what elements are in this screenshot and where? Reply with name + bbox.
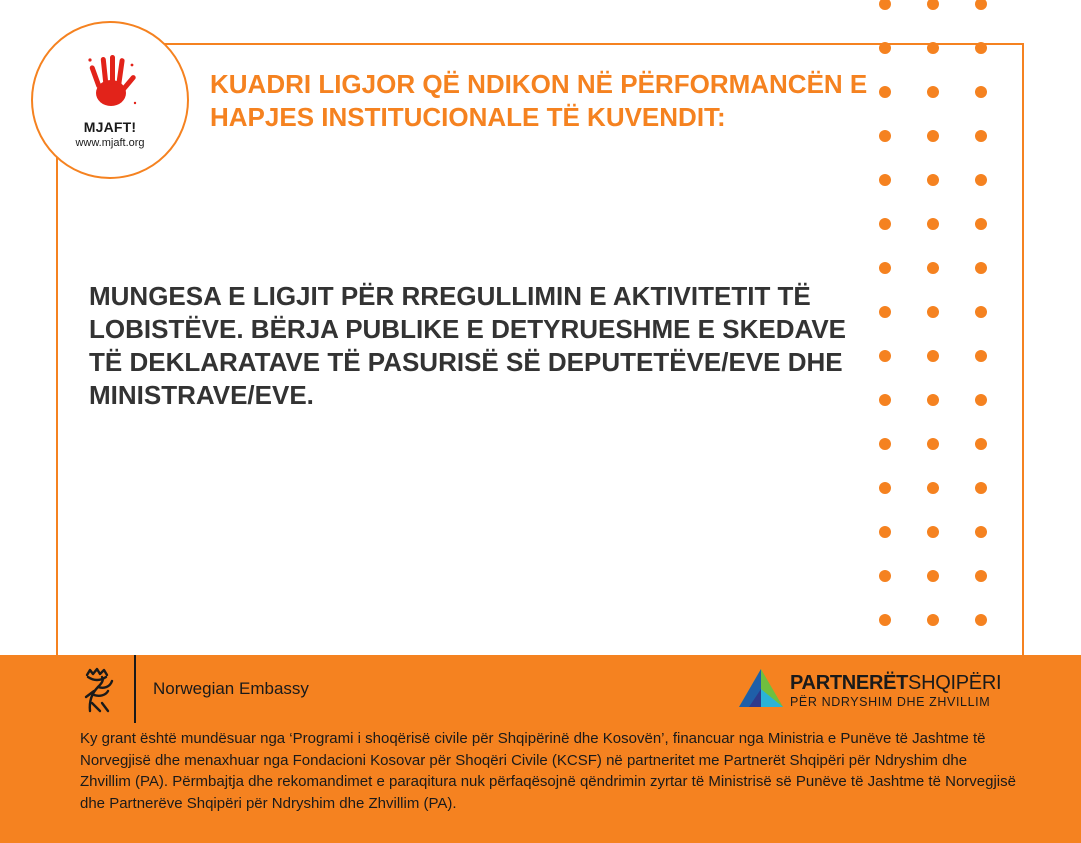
disclaimer-text: Ky grant është mundësuar nga ‘Programi i shoqërisë civile për Shqipërinë dhe Kosovën’, financuar nga Ministria e Punëve të Jashtme të Norvegjisë dhe menaxhuar nga Fondacioni Kosovar për Shoqëri Civile (KCSF) në partneritet me Partnerët Shqipëri për Ndryshim dhe Zhvillim (PA). Përmbajtja dhe rekomandimet e paraqitura nuk përfaqësojnë qëndrimin zyrtar të Ministrisë së Punëve të Jashtme të Norvegjisë dhe Partnerëve Shqipëri për Ndryshim dhe Zhvillim (PA). <box>80 730 1016 812</box>
mjaft-logo <box>31 21 189 179</box>
decor-dot <box>975 0 987 10</box>
brand-name: MJAFT! <box>83 119 137 135</box>
footer-band <box>0 655 1081 843</box>
partners-name-bold: PARTNERËT <box>790 672 909 694</box>
partners-name-light: SHQIPËRI <box>908 672 1002 694</box>
partners-tagline: PËR NDRYSHIM DHE ZHVILLIM <box>790 695 991 709</box>
brand-url: www.mjaft.org <box>75 137 145 149</box>
norway-lion-icon <box>80 667 116 713</box>
page-title: KUADRI LIGJOR QË NDIKON NË PËRFORMANCËN E HAPJES INSTITUCIONALE TË KUVENDIT: <box>210 69 868 132</box>
decor-dot <box>927 0 939 10</box>
embassy-divider <box>134 655 136 723</box>
embassy-label: Norwegian Embassy <box>153 679 309 698</box>
partners-name <box>790 672 1001 694</box>
decor-dot <box>879 0 891 10</box>
body-statement: MUNGESA E LIGJIT PËR RREGULLIMIN E AKTIVITETIT TË LOBISTËVE. BËRJA PUBLIKE E DETYRUESHME E SKEDAVE TË DEKLARATAVE TË PASURISË SË DEPUTETËVE/EVE DHE MINISTRAVE/EVE. <box>89 281 847 410</box>
partners-triangle-icon <box>737 667 785 709</box>
hand-icon <box>80 51 142 113</box>
